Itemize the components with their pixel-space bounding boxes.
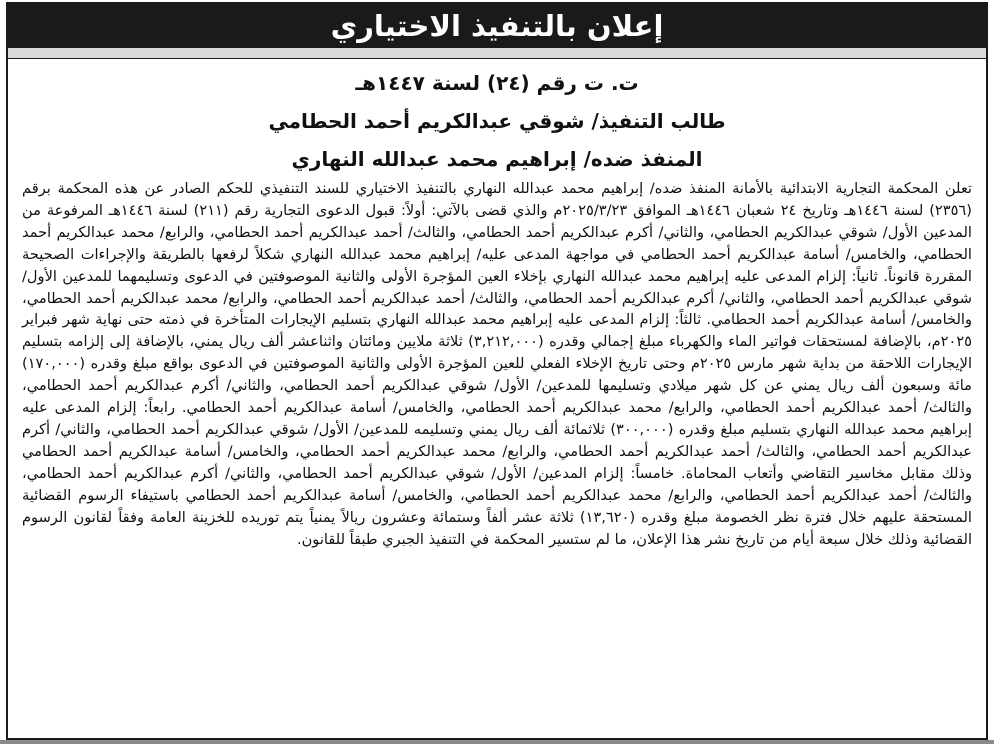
notice-heading: إعلان بالتنفيذ الاختياري — [8, 4, 986, 48]
applicant-name: طالب التنفيذ/ شوقي عبدالكريم أحمد الحطامي — [268, 109, 726, 133]
case-number: ت. ت رقم (٢٤) لسنة ١٤٤٧هـ — [355, 71, 639, 95]
court-notice — [6, 2, 988, 740]
notice-body — [22, 178, 972, 550]
page-bottom-strip — [0, 740, 994, 744]
respondent-name: المنفذ ضده/ إبراهيم محمد عبدالله النهاري — [291, 147, 703, 171]
judgment-paragraph: تعلن المحكمة التجارية الابتدائية بالأمانة المنفذ ضده/ إبراهيم محمد عبدالله النهاري بالتنفيذ الاختياري للسند التنفيذي للحكم الصادر عن هذه المحكمة برقم (٢٣٥٦) لسنة ١٤٤٦هـ وتاريخ ٢٤ شعبان ١٤٤٦هـ الموافق ٢٠٢٥/٣/٢٣م والذي قضى بالآتي: أولاً: قبول الدعوى التجارية رقم (٢١١) لسنة ١٤٤٦هـ المرفوعة من المدعين الأول/ شوقي عبدالكريم الحطامي، والثاني/ أكرم عبدالكريم أحمد الحطامي، والثالث/ أحمد عبدالكريم أحمد الحطامي، والرابع/ محمد عبدالكريم أحمد الحطامي، والخامس/ أسامة عبدالكريم أحمد الحطامي في مواجهة المدعى عليه/ إبراهيم محمد عبدالله النهاري شكلاً لرفعها بالطريقة والإجراءات الصحيحة المقررة قانوناً. ثانياً: إلزام المدعى عليه إبراهيم محمد عبدالله النهاري بإخلاء العين المؤجرة الأولى والثانية الموصوفتين في الدعوى وتسليمهما للمدعين الأول/ شوقي عبدالكريم أحمد الحطامي، والثاني/ أكرم عبدالكريم أحمد الحطامي، والثالث/ أحمد عبدالكريم أحمد الحطامي، والرابع/ محمد عبدالكريم أحمد الحطامي، والخامس/ أسامة عبدالكريم أحمد الحطامي. ثالثاً: إلزام المدعى عليه إبراهيم محمد عبدالله النهاري بتسليم الإيجارات المتأخرة في ذمته حتى نهاية شهر فبراير ٢٠٢٥م، بالإضافة لمستحقات فواتير الماء والكهرباء مبلغ إجمالي وقدره (٣,٢١٢,٠٠٠) ثلاثة ملايين ومائتان واثناعشر ألف ريال يمني، بالإضافة إلى إلزامه بتسليم الإيجارات اللاحقة من بداية شهر مارس ٢٠٢٥م وحتى تاريخ الإخلاء الفعلي للعين المؤجرة الأولى والثانية الموصوفتين في الدعوى بواقع مبلغ وقدره (١٧٠,٠٠٠) مائة وسبعون ألف ريال يمني عن كل شهر ميلادي وتسليمها للمدعين/ الأول/ شوقي عبدالكريم أحمد الحطامي، والثاني/ أكرم عبدالكريم أحمد الحطامي، والثالث/ أحمد عبدالكريم أحمد الحطامي، والرابع/ محمد عبدالكريم أحمد الحطامي، والخامس/ أسامة عبدالكريم أحمد الحطامي. رابعاً: إلزام المدعى عليه إبراهيم محمد عبدالله النهاري بتسليم مبلغ وقدره (٣٠٠,٠٠٠) ثلاثمائة ألف ريال يمني وتسليمه للمدعين/ الأول/ شوقي عبدالكريم أحمد الحطامي، والثاني/ أكرم عبدالكريم أحمد الحطامي، والثالث/ أحمد عبدالكريم أحمد الحطامي، والرابع/ محمد عبدالكريم أحمد الحطامي، والخامس/ أسامة عبدالكريم أحمد الحطامي وذلك مقابل مخاسير التقاضي وأتعاب المحاماة. خامساً: إلزام المدعين/ الأول/ شوقي عبدالكريم أحمد الحطامي، والثاني/ أكرم عبدالكريم أحمد الحطامي، والثالث/ أحمد عبدالكريم أحمد الحطامي، والرابع/ محمد عبدالكريم أحمد الحطامي، والخامس/ أسامة عبدالكريم أحمد الحطامي باستيفاء الرسوم القضائية المستحقة عليهم خلال فترة نظر الخصومة مبلغ وقدره (١٣,٦٢٠) ثلاثة عشر ألفاً وستمائة وعشرون ريالاً يمنياً يتم توريده للخزينة العامة وفقاً لقانون الرسوم القضائية وذلك خلال سبعة أيام من تاريخ نشر هذا الإعلان، ما لم ستسير المحكمة في التنفيذ الجبري طبقاً للقانون. — [22, 180, 972, 548]
case-info — [8, 64, 986, 178]
heading-divider — [8, 48, 986, 59]
